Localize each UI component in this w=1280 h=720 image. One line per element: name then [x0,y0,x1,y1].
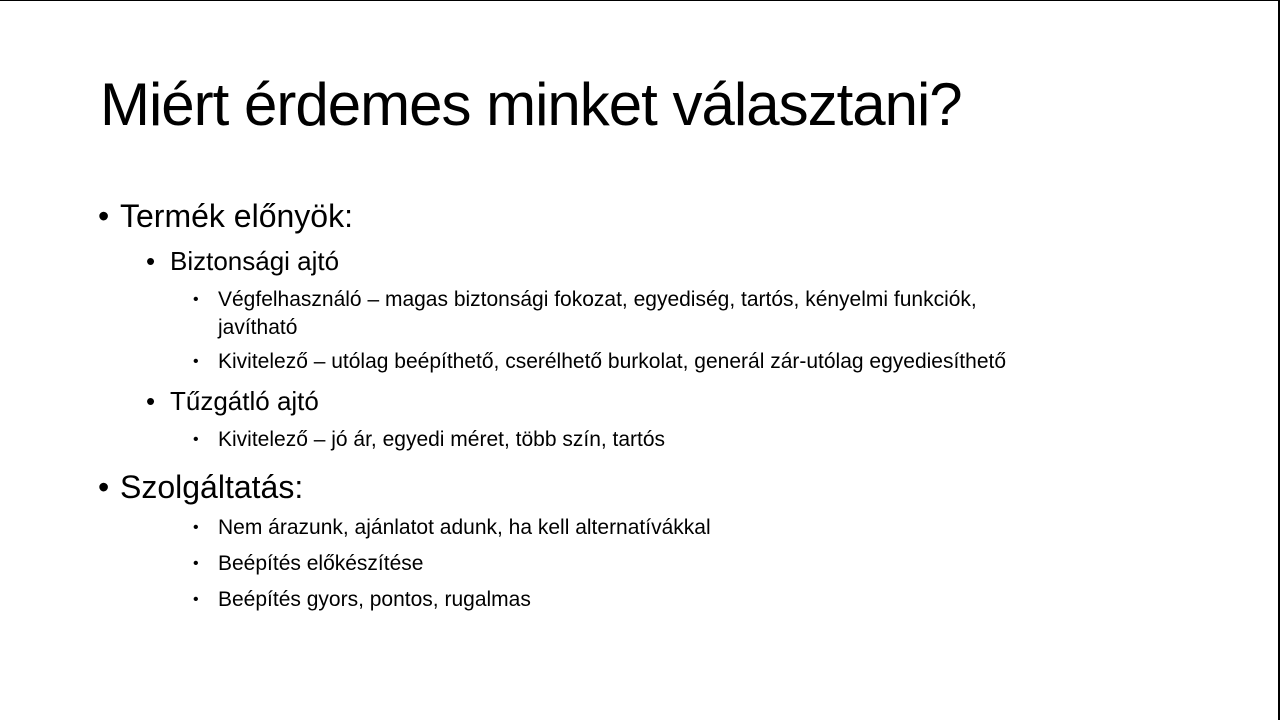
section-heading-product-benefits [98,196,498,236]
bullet-icon: • [193,555,199,572]
bullet-icon: • [98,198,110,234]
list-item-label: Tűzgátló ajtó [170,386,319,416]
section-heading-label: Termék előnyök: [120,198,353,234]
bullet-icon: • [193,291,199,308]
bullet-icon: • [98,469,110,505]
list-item-security-door [146,245,546,277]
bullet-icon: • [193,431,199,448]
detail-text: Beépítés gyors, pontos, rugalmas [218,588,531,611]
bullet-icon: • [193,353,199,370]
bullet-icon: • [146,386,156,416]
detail-text: Beépítés előkészítése [218,552,424,575]
detail-text-line-2: javítható [218,316,298,339]
detail-text: Kivitelező – utólag beépíthető, cserélhető burkolat, generál zár-utólag egyediesíthető [218,350,1007,373]
list-item-fire-door [146,385,546,417]
bullet-icon: • [146,246,156,276]
section-heading-service [98,467,498,507]
detail-contractor-fire-door [193,426,1193,454]
section-heading-label: Szolgáltatás: [120,469,304,505]
list-item-label: Biztonsági ajtó [170,246,340,276]
detail-text-line-1: Végfelhasználó – magas biztonsági fokozat, egyediség, tartós, kényelmi funkciók, [218,288,977,311]
frame-border-top [0,0,1280,1]
detail-service-installation [193,586,1193,614]
detail-end-user-benefits [193,286,1193,342]
detail-text: Nem árazunk, ajánlatot adunk, ha kell alternatívákkal [218,516,711,539]
slide-title: Miért érdemes minket választani? [100,71,962,138]
bullet-icon: • [193,591,199,608]
bullet-icon: • [193,519,199,536]
detail-text: Kivitelező – jó ár, egyedi méret, több szín, tartós [218,428,666,451]
detail-service-offer [193,514,1193,542]
detail-contractor-security-door [193,348,1193,376]
detail-service-preparation [193,550,1193,578]
